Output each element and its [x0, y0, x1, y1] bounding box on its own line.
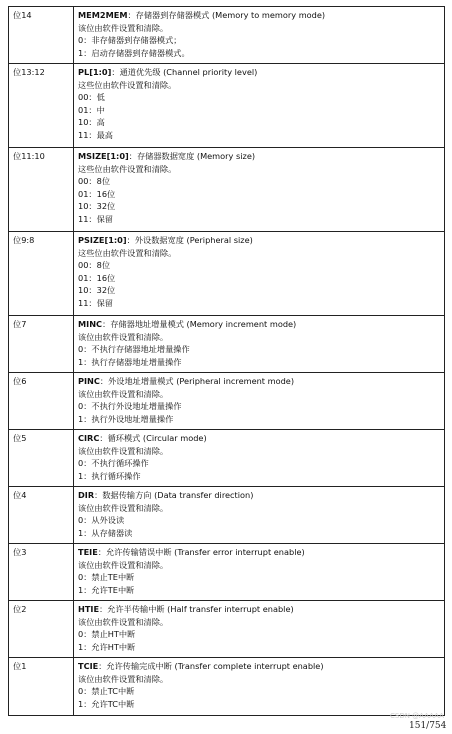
- bit-description-cell: [74, 64, 445, 148]
- field-title: ：通道优先级 (Channel priority level): [111, 67, 258, 77]
- bit-position: 位1: [13, 661, 27, 671]
- description-line: 10：32位: [78, 201, 116, 212]
- field-heading: [78, 546, 440, 559]
- bit-description-cell: [74, 601, 445, 658]
- bit-position-cell: [9, 232, 74, 316]
- field-title: ：存储器地址增量模式 (Memory increment mode): [102, 319, 297, 329]
- bit-position: 位7: [13, 319, 27, 329]
- bit-description-cell: [74, 373, 445, 430]
- field-title: ：存储器数据宽度 (Memory size): [128, 151, 256, 161]
- field-name: PSIZE[1:0]: [78, 235, 127, 245]
- watermark: CSDN @AAAAA: [390, 712, 444, 720]
- field-title: ：允许半传输中断 (Half transfer interrupt enable): [99, 604, 294, 614]
- description-line: 这些位由软件设置和清除。: [78, 79, 177, 90]
- description-line: 该位由软件设置和清除。: [78, 616, 169, 627]
- description-line: 0：不执行存储器地址增量操作: [78, 344, 190, 355]
- bit-position: 位14: [13, 10, 32, 20]
- bit-position: 位5: [13, 433, 27, 443]
- description-line: 11：保留: [78, 213, 113, 224]
- bit-position-cell: [9, 601, 74, 658]
- bit-position-cell: [9, 487, 74, 544]
- description-line: 该位由软件设置和清除。: [78, 673, 169, 684]
- description-line: 10：32位: [78, 285, 116, 296]
- field-name: TCIE: [78, 661, 99, 671]
- table-row: [9, 658, 445, 716]
- table-row: [9, 487, 445, 544]
- table-row: [9, 7, 445, 64]
- bit-position-cell: [9, 64, 74, 148]
- field-name: MSIZE[1:0]: [78, 151, 129, 161]
- field-name: TEIE: [78, 547, 98, 557]
- page-number: 151/754: [409, 721, 447, 731]
- description-line: 00：8位: [78, 176, 111, 187]
- bit-description-cell: [74, 487, 445, 544]
- bit-position-cell: [9, 658, 74, 716]
- bit-position-cell: [9, 430, 74, 487]
- description-line: 1：执行循环操作: [78, 470, 141, 481]
- table-row: [9, 148, 445, 232]
- field-heading: [78, 9, 440, 22]
- description-line: 11：最高: [78, 129, 113, 140]
- bit-position: 位11:10: [13, 151, 45, 161]
- field-heading: [78, 66, 440, 79]
- description-line: 01：16位: [78, 272, 116, 283]
- description-line: 这些位由软件设置和清除。: [78, 163, 177, 174]
- field-heading: [78, 660, 440, 673]
- bit-description-cell: [74, 544, 445, 601]
- bit-position: 位4: [13, 490, 27, 500]
- description-line: 该位由软件设置和清除。: [78, 331, 169, 342]
- bit-position: 位2: [13, 604, 27, 614]
- table-row: [9, 232, 445, 316]
- bit-position-cell: [9, 544, 74, 601]
- description-line: 该位由软件设置和清除。: [78, 445, 169, 456]
- field-name: DIR: [78, 490, 95, 500]
- field-title: ：循环模式 (Circular mode): [99, 433, 207, 443]
- bit-position-cell: [9, 316, 74, 373]
- description-line: 0：不执行外设地址增量操作: [78, 401, 182, 412]
- bit-position: 位3: [13, 547, 27, 557]
- description-line: 该位由软件设置和清除。: [78, 559, 169, 570]
- table-row: [9, 316, 445, 373]
- bit-description-cell: [74, 658, 445, 716]
- table-row: [9, 544, 445, 601]
- description-line: 0：禁止TE中断: [78, 572, 135, 583]
- description-line: 该位由软件设置和清除。: [78, 388, 169, 399]
- description-line: 1：执行存储器地址增量操作: [78, 356, 182, 367]
- description-line: 1：执行外设地址增量操作: [78, 413, 174, 424]
- field-heading: [78, 603, 440, 616]
- bit-description-cell: [74, 7, 445, 64]
- table-row: [9, 64, 445, 148]
- field-title: ：允许传输错误中断 (Transfer error interrupt enable): [97, 547, 305, 557]
- field-name: PINC: [78, 376, 100, 386]
- description-line: 00：低: [78, 92, 105, 103]
- field-heading: [78, 432, 440, 445]
- field-name: PL[1:0]: [78, 67, 112, 77]
- description-line: 1：允许TC中断: [78, 698, 135, 709]
- bit-position-cell: [9, 7, 74, 64]
- description-line: 这些位由软件设置和清除。: [78, 247, 177, 258]
- bit-position: 位9:8: [13, 235, 35, 245]
- register-bit-table: [8, 6, 445, 716]
- field-name: HTIE: [78, 604, 100, 614]
- field-title: ：外设数据宽度 (Peripheral size): [126, 235, 253, 245]
- field-name: MEM2MEM: [78, 10, 128, 20]
- description-line: 该位由软件设置和清除。: [78, 502, 169, 513]
- bit-description-cell: [74, 148, 445, 232]
- description-line: 1：启动存储器到存储器模式。: [78, 47, 190, 58]
- bit-description-cell: [74, 316, 445, 373]
- bit-description-cell: [74, 430, 445, 487]
- description-line: 0：非存储器到存储器模式；: [78, 35, 182, 46]
- bit-position: 位6: [13, 376, 27, 386]
- description-line: 1：允许HT中断: [78, 641, 136, 652]
- bit-position-cell: [9, 148, 74, 232]
- field-heading: [78, 150, 440, 163]
- table-row: [9, 430, 445, 487]
- register-rows: [9, 7, 445, 716]
- field-heading: [78, 375, 440, 388]
- description-line: 0：不执行循环操作: [78, 458, 149, 469]
- description-line: 0：禁止HT中断: [78, 629, 136, 640]
- table-row: [9, 601, 445, 658]
- field-title: ：存储器到存储器模式 (Memory to memory mode): [127, 10, 326, 20]
- field-title: ：外设地址增量模式 (Peripheral increment mode): [99, 376, 295, 386]
- description-line: 10：高: [78, 117, 105, 128]
- description-line: 0：禁止TC中断: [78, 686, 135, 697]
- field-heading: [78, 234, 440, 247]
- description-line: 0：从外设读: [78, 515, 125, 526]
- field-name: CIRC: [78, 433, 100, 443]
- description-line: 11：保留: [78, 297, 113, 308]
- table-row: [9, 373, 445, 430]
- description-line: 00：8位: [78, 260, 111, 271]
- bit-position: 位13:12: [13, 67, 45, 77]
- description-line: 01：16位: [78, 188, 116, 199]
- description-line: 1：允许TE中断: [78, 584, 135, 595]
- field-title: ：数据传输方向 (Data transfer direction): [94, 490, 254, 500]
- description-line: 该位由软件设置和清除。: [78, 22, 169, 33]
- field-heading: [78, 318, 440, 331]
- bit-description-cell: [74, 232, 445, 316]
- description-line: 1：从存储器读: [78, 527, 133, 538]
- description-line: 01：中: [78, 104, 105, 115]
- field-title: ：允许传输完成中断 (Transfer complete interrupt enable): [98, 661, 324, 671]
- field-heading: [78, 489, 440, 502]
- bit-position-cell: [9, 373, 74, 430]
- field-name: MINC: [78, 319, 103, 329]
